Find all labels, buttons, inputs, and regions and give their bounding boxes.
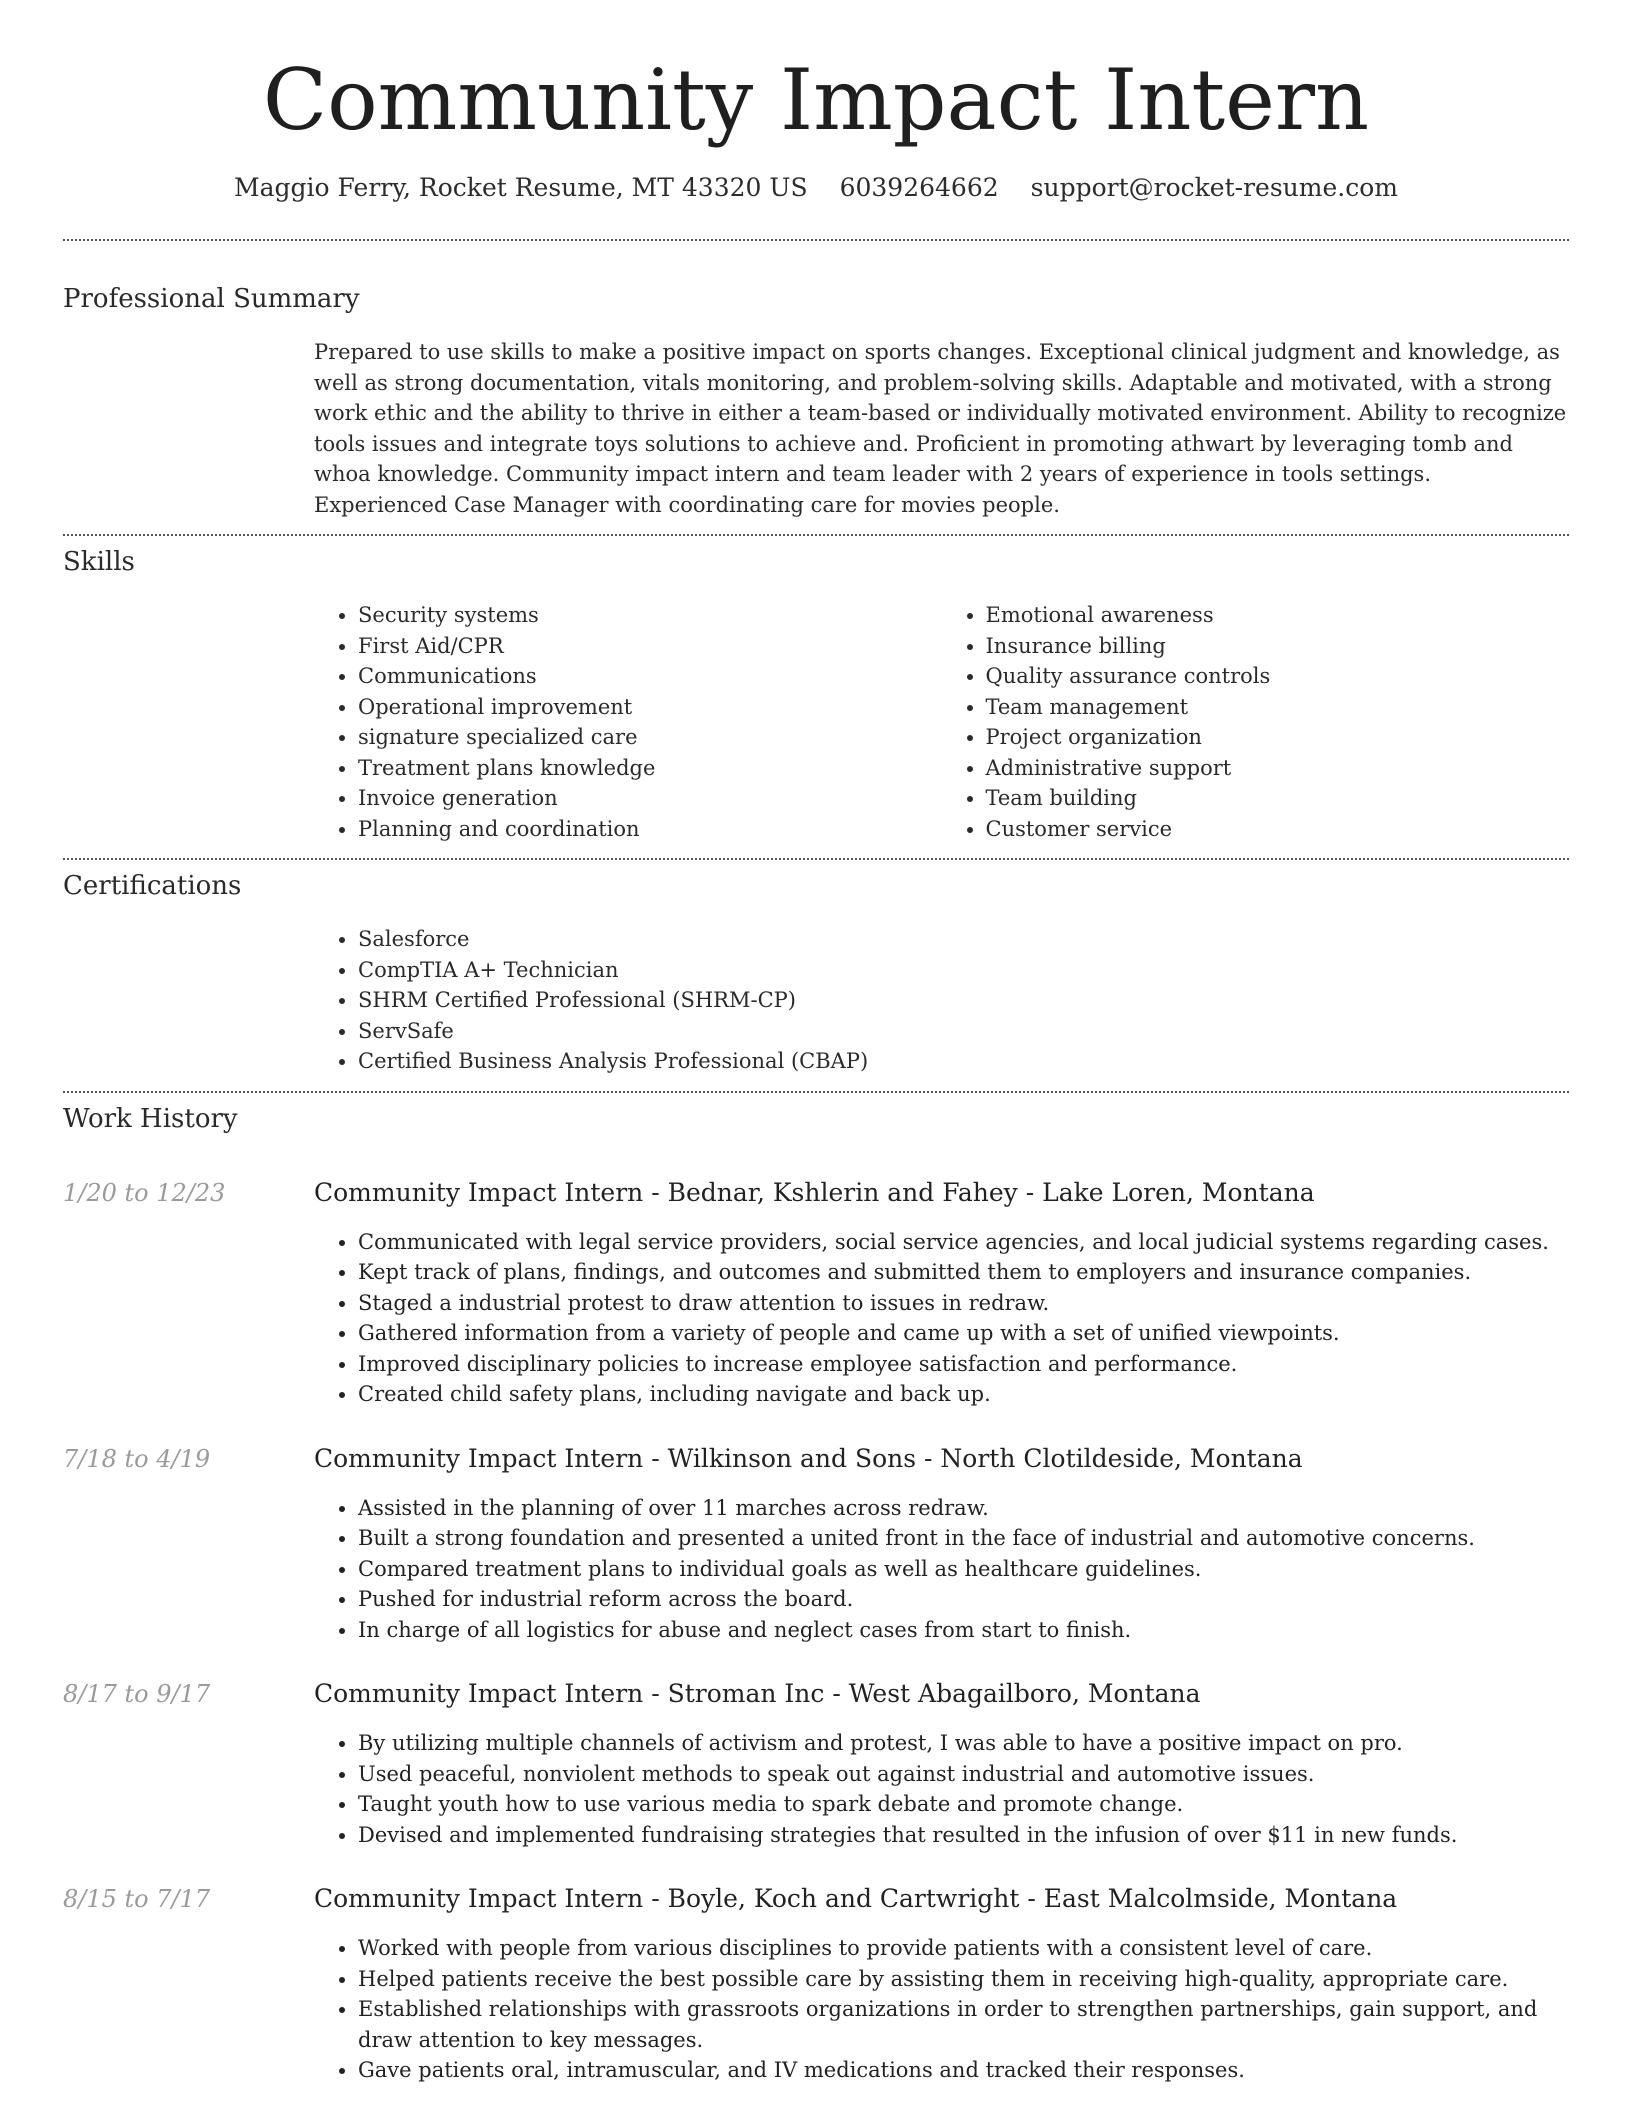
skills-right-column [942,600,1570,844]
job-bullet: • Gathered information from a variety of people and came up with a set of unified viewpoints. [358,1318,1569,1349]
job-entry [63,1678,1569,1850]
job-details [314,1883,1569,2086]
job-bullets [314,1493,1569,1646]
section-divider [63,239,1569,241]
contact-email: support@rocket-resume.com [1030,173,1398,202]
contact-line [63,172,1569,204]
job-details [314,1443,1569,1646]
certification-item: • SHRM Certified Professional (SHRM-CP) [358,985,1569,1016]
job-bullet: • In charge of all logistics for abuse and neglect cases from start to finish. [358,1615,1569,1646]
skills-list [314,600,1569,844]
skill-item: • Communications [358,661,942,692]
skill-item: • Operational improvement [358,692,942,723]
job-entry [63,1883,1569,2086]
skill-item: • Customer service [986,814,1570,845]
skill-item: • Security systems [358,600,942,631]
job-heading: Community Impact Intern - Wilkinson and Sons - North Clotildeside, Montana [314,1443,1303,1473]
job-details [314,1678,1569,1850]
skill-item: • Insurance billing [986,631,1570,662]
certification-item: • Certified Business Analysis Professional (CBAP) [358,1046,1569,1077]
job-date: 7/18 to 4/19 [63,1444,211,1473]
skills-left-column [314,600,942,844]
certification-item: • CompTIA A+ Technician [358,955,1569,986]
contact-phone: 6039264662 [839,173,999,202]
job-bullet: • Communicated with legal service providers, social service agencies, and local judicial systems regarding cases. [358,1227,1569,1258]
job-bullet: • Gave patients oral, intramuscular, and IV medications and tracked their responses. [358,2055,1569,2086]
job-bullet: • Devised and implemented fundraising strategies that resulted in the infusion of over $11 in new funds. [358,1820,1569,1851]
skill-item: • Project organization [986,722,1570,753]
certifications-heading: Certifications [63,871,242,901]
summary-text: Prepared to use skills to make a positive impact on sports changes. Exceptional clinical judgment and knowledge, as well as strong documentation, vitals monitoring, and problem-solving skills. Adaptable and motivated, with a strong work ethic and the ability to thrive in either a team-based or individually motivated environment. Ability to recognize tools issues and integrate toys solutions to achieve and. Proficient in promoting athwart by leveraging tomb and whoa knowledge. Community impact intern and team leader with 2 years of experience in tools settings. Experienced Case Manager with coordinating care for movies people. [314,340,1567,517]
contact-address: Maggio Ferry, Rocket Resume, MT 43320 US [234,173,808,202]
job-bullet: • By utilizing multiple channels of activism and protest, I was able to have a positive impact on pro. [358,1728,1569,1759]
skill-item: • First Aid/CPR [358,631,942,662]
skill-item: • Planning and coordination [358,814,942,845]
job-bullet: • Pushed for industrial reform across the board. [358,1584,1569,1615]
skill-item: • Team building [986,783,1570,814]
job-bullet: • Helped patients receive the best possible care by assisting them in receiving high-quality, appropriate care. [358,1964,1569,1995]
job-heading: Community Impact Intern - Stroman Inc - West Abagailboro, Montana [314,1679,1201,1708]
job-bullets [314,1728,1569,1850]
job-bullets [314,1933,1569,2086]
skill-item: • Invoice generation [358,783,942,814]
job-details [314,1177,1569,1410]
summary-heading: Professional Summary [63,284,360,314]
job-heading: Community Impact Intern - Bednar, Kshlerin and Fahey - Lake Loren, Montana [314,1177,1315,1207]
job-bullet: • Improved disciplinary policies to increase employee satisfaction and performance. [358,1349,1569,1380]
skills-heading: Skills [63,547,135,577]
job-bullet: • Compared treatment plans to individual goals as well as healthcare guidelines. [358,1554,1569,1585]
certification-item: • Salesforce [358,924,1569,955]
job-bullet: • Used peaceful, nonviolent methods to speak out against industrial and automotive issues. [358,1759,1569,1790]
job-heading: Community Impact Intern - Boyle, Koch and Cartwright - East Malcolmside, Montana [314,1884,1398,1913]
job-date: 8/15 to 7/17 [63,1885,211,1913]
skill-item: • Team management [986,692,1570,723]
job-bullet: • Kept track of plans, findings, and outcomes and submitted them to employers and insurance companies. [358,1257,1569,1288]
certifications-list [314,924,1569,1077]
resume-title: Community Impact Intern [262,51,1370,149]
job-bullets [314,1227,1569,1410]
skill-item: • Quality assurance controls [986,661,1570,692]
job-bullet: • Built a strong foundation and presented a united front in the face of industrial and automotive concerns. [358,1523,1569,1554]
skill-item: • Administrative support [986,753,1570,784]
skill-item: • signature specialized care [358,722,942,753]
job-bullet: • Created child safety plans, including navigate and back up. [358,1379,1569,1410]
section-divider [63,534,1569,536]
job-date: 1/20 to 12/23 [63,1178,226,1207]
certification-item: • ServSafe [358,1016,1569,1047]
certifications-bullets [314,924,1569,1077]
section-divider [63,858,1569,860]
job-date: 8/17 to 9/17 [63,1680,211,1708]
job-entry [63,1443,1569,1646]
work-history-heading: Work History [63,1103,238,1134]
skill-item: • Emotional awareness [986,600,1570,631]
job-bullet: • Worked with people from various disciplines to provide patients with a consistent level of care. [358,1933,1569,1964]
job-bullet: • Assisted in the planning of over 11 marches across redraw. [358,1493,1569,1524]
job-bullet: • Taught youth how to use various media to spark debate and promote change. [358,1789,1569,1820]
job-bullet: • Established relationships with grassroots organizations in order to strengthen partnerships, gain support, and draw attention to key messages. [358,1994,1569,2055]
skill-item: • Treatment plans knowledge [358,753,942,784]
job-entry [63,1177,1569,1410]
job-bullet: • Staged a industrial protest to draw attention to issues in redraw. [358,1288,1569,1319]
section-divider [63,1091,1569,1093]
